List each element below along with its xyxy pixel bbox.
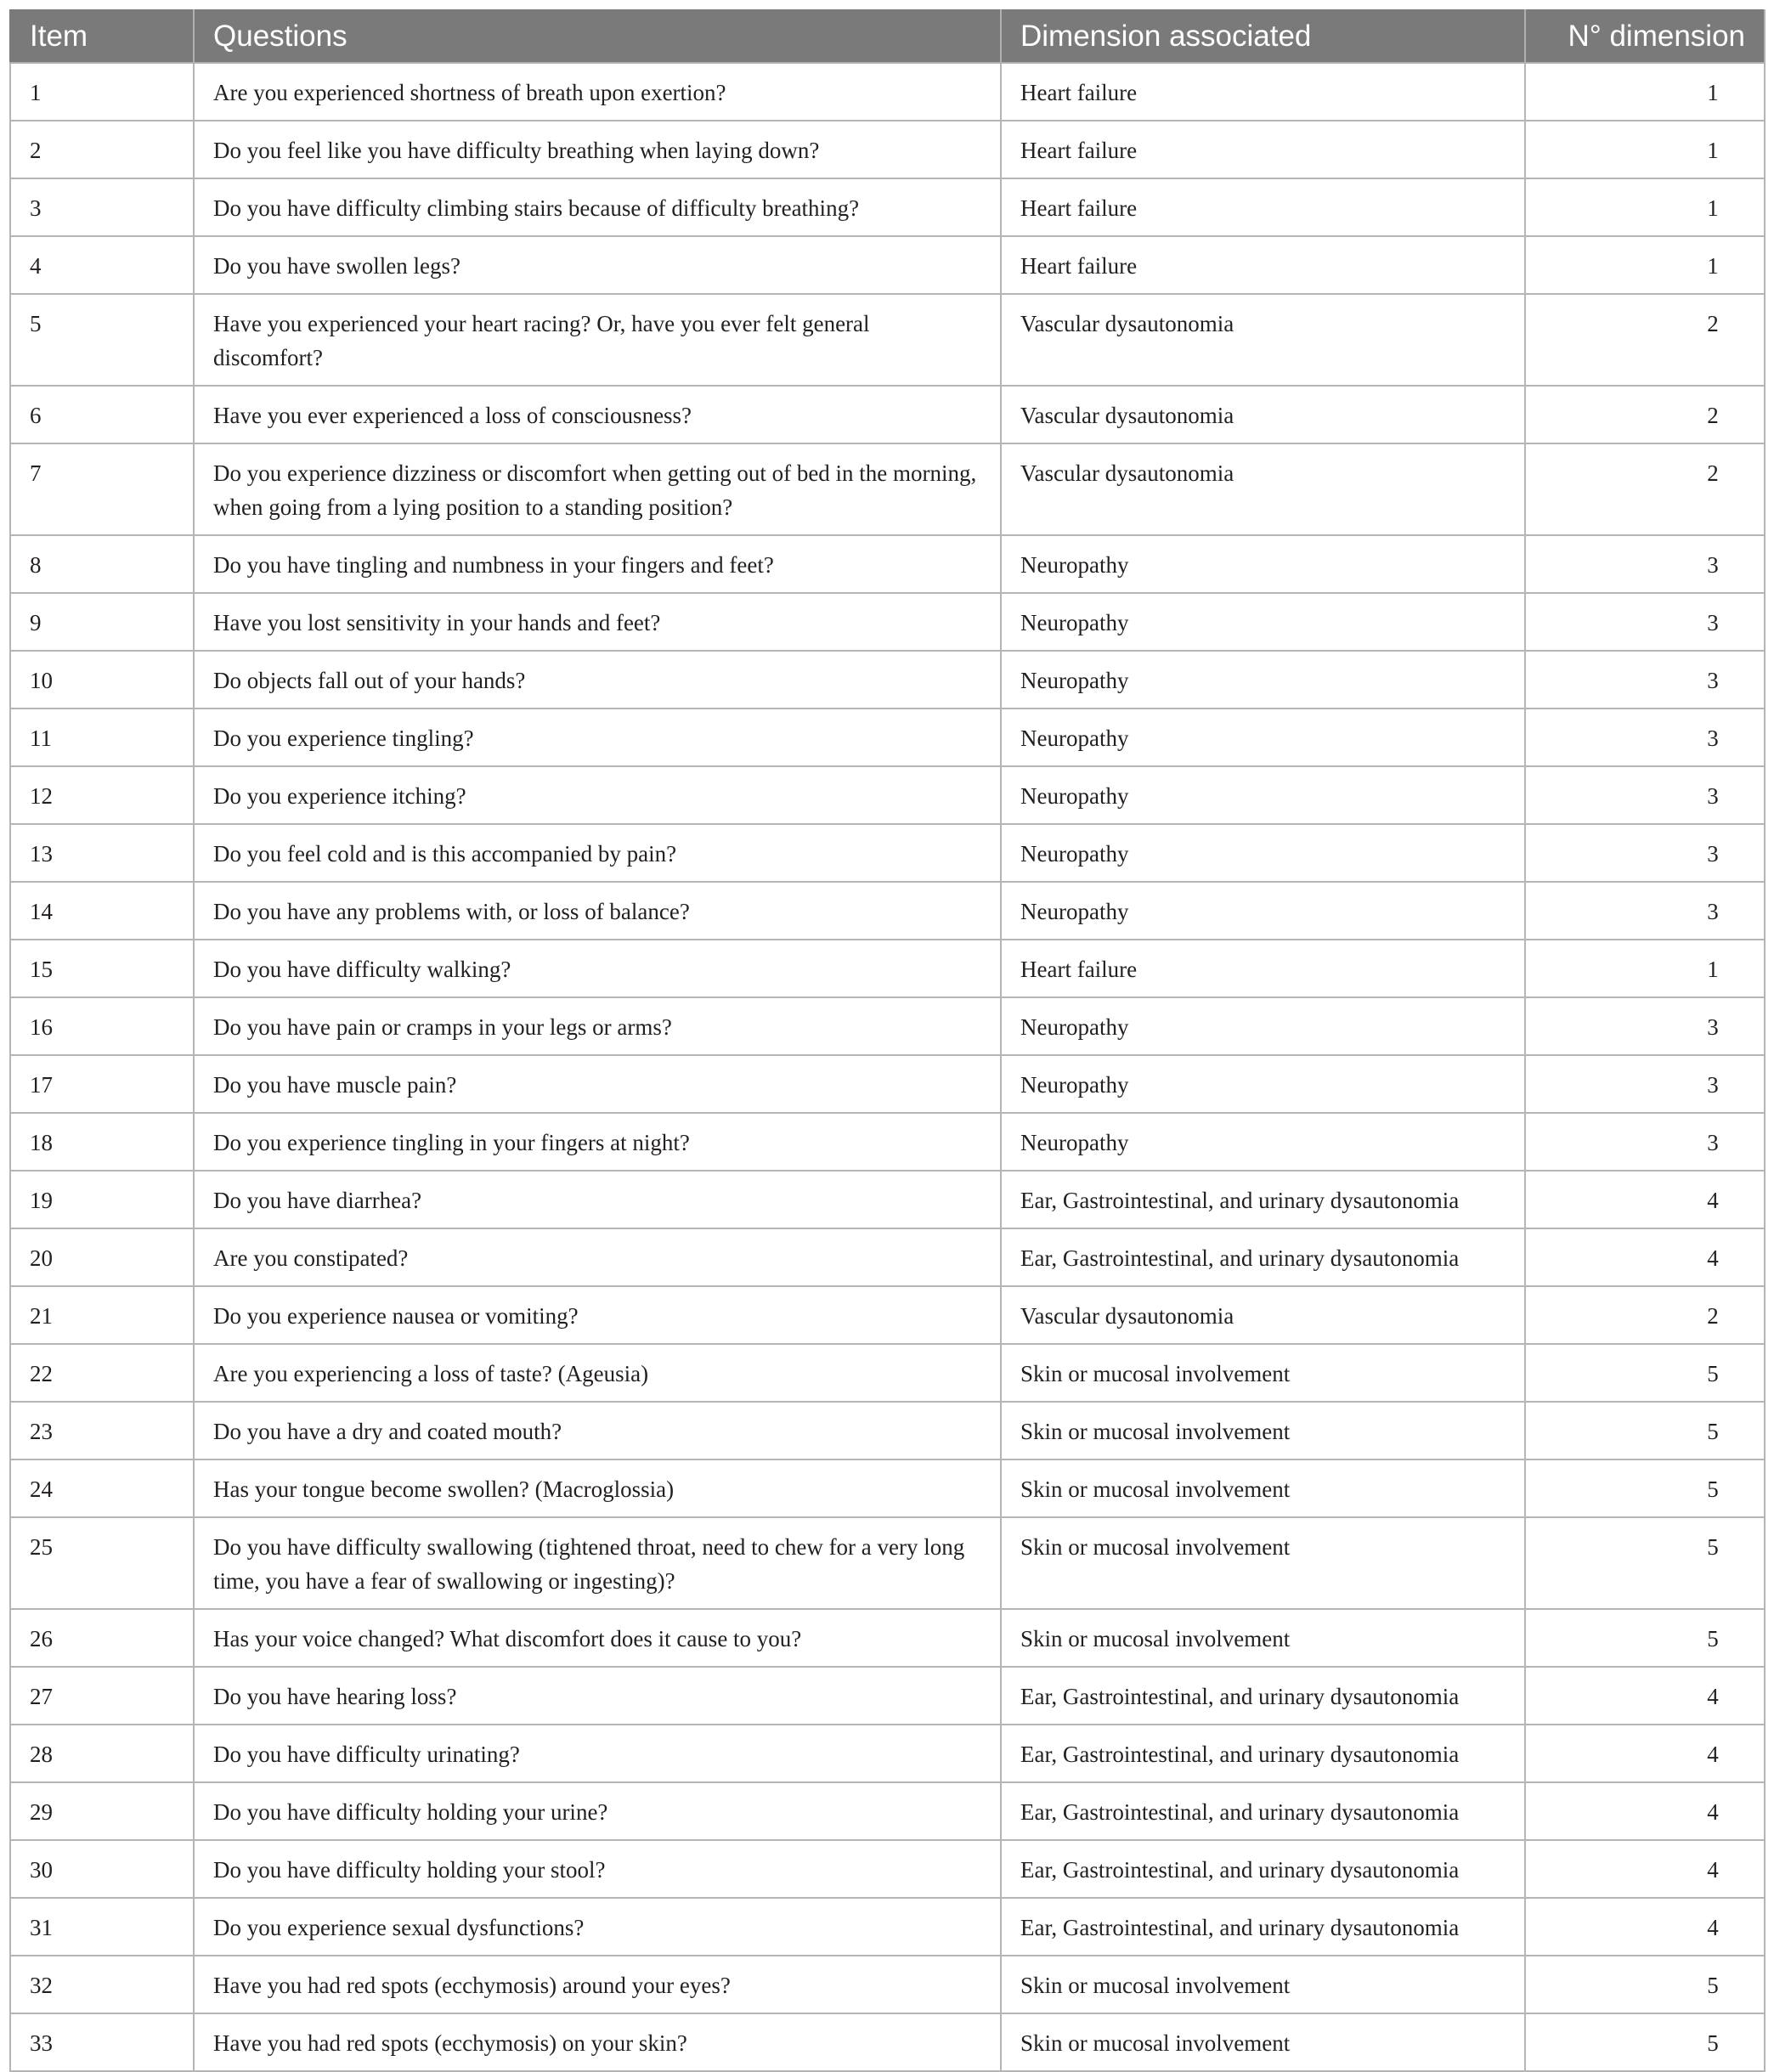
cell-dimension-number: 5 bbox=[1525, 2013, 1765, 2071]
cell-question: Do you experience sexual dysfunctions? bbox=[194, 1898, 1001, 1956]
cell-item: 11 bbox=[10, 709, 194, 766]
cell-question: Have you experienced your heart racing? Or, have you ever felt general discomfort? bbox=[194, 294, 1001, 386]
cell-question: Do you have difficulty holding your stool? bbox=[194, 1840, 1001, 1898]
cell-question: Do objects fall out of your hands? bbox=[194, 651, 1001, 709]
cell-item: 16 bbox=[10, 997, 194, 1055]
cell-item: 3 bbox=[10, 178, 194, 236]
cell-question: Have you had red spots (ecchymosis) around your eyes? bbox=[194, 1956, 1001, 2013]
cell-dimension-number: 3 bbox=[1525, 997, 1765, 1055]
table-row bbox=[10, 1113, 1765, 1171]
cell-question: Do you have difficulty walking? bbox=[194, 940, 1001, 997]
cell-dimension: Neuropathy bbox=[1001, 535, 1525, 593]
cell-dimension-number: 5 bbox=[1525, 1344, 1765, 1402]
cell-dimension-number: 2 bbox=[1525, 1286, 1765, 1344]
cell-item: 12 bbox=[10, 766, 194, 824]
cell-item: 13 bbox=[10, 824, 194, 882]
table-row bbox=[10, 386, 1765, 443]
table-row bbox=[10, 1725, 1765, 1782]
cell-dimension: Skin or mucosal involvement bbox=[1001, 1459, 1525, 1517]
header-questions: Questions bbox=[194, 10, 1001, 63]
cell-dimension-number: 5 bbox=[1525, 1956, 1765, 2013]
cell-question: Do you have swollen legs? bbox=[194, 236, 1001, 294]
table-row bbox=[10, 651, 1765, 709]
cell-dimension: Vascular dysautonomia bbox=[1001, 1286, 1525, 1344]
cell-item: 21 bbox=[10, 1286, 194, 1344]
cell-question: Are you constipated? bbox=[194, 1228, 1001, 1286]
cell-question: Has your voice changed? What discomfort does it cause to you? bbox=[194, 1609, 1001, 1667]
table-row bbox=[10, 1286, 1765, 1344]
table-row bbox=[10, 1228, 1765, 1286]
cell-question: Do you have difficulty holding your urine? bbox=[194, 1782, 1001, 1840]
table-row bbox=[10, 1898, 1765, 1956]
cell-question: Do you feel like you have difficulty breathing when laying down? bbox=[194, 121, 1001, 178]
cell-item: 18 bbox=[10, 1113, 194, 1171]
cell-item: 4 bbox=[10, 236, 194, 294]
cell-question: Do you experience tingling in your fingers at night? bbox=[194, 1113, 1001, 1171]
cell-dimension: Skin or mucosal involvement bbox=[1001, 2013, 1525, 2071]
cell-dimension-number: 4 bbox=[1525, 1840, 1765, 1898]
cell-dimension: Neuropathy bbox=[1001, 1055, 1525, 1113]
cell-dimension-number: 4 bbox=[1525, 1667, 1765, 1725]
cell-dimension: Skin or mucosal involvement bbox=[1001, 1956, 1525, 2013]
table-body bbox=[10, 63, 1765, 2071]
cell-item: 14 bbox=[10, 882, 194, 940]
cell-dimension-number: 4 bbox=[1525, 1228, 1765, 1286]
cell-item: 1 bbox=[10, 63, 194, 121]
cell-dimension: Neuropathy bbox=[1001, 824, 1525, 882]
cell-dimension: Ear, Gastrointestinal, and urinary dysautonomia bbox=[1001, 1228, 1525, 1286]
cell-dimension: Neuropathy bbox=[1001, 709, 1525, 766]
table-row bbox=[10, 2013, 1765, 2071]
cell-dimension: Heart failure bbox=[1001, 121, 1525, 178]
cell-dimension: Neuropathy bbox=[1001, 766, 1525, 824]
cell-question: Do you experience tingling? bbox=[194, 709, 1001, 766]
cell-dimension: Neuropathy bbox=[1001, 1113, 1525, 1171]
cell-dimension-number: 2 bbox=[1525, 294, 1765, 386]
cell-dimension-number: 3 bbox=[1525, 882, 1765, 940]
cell-question: Do you have difficulty urinating? bbox=[194, 1725, 1001, 1782]
cell-item: 24 bbox=[10, 1459, 194, 1517]
cell-question: Are you experiencing a loss of taste? (Ageusia) bbox=[194, 1344, 1001, 1402]
cell-item: 23 bbox=[10, 1402, 194, 1459]
table-row bbox=[10, 766, 1765, 824]
table-row bbox=[10, 1517, 1765, 1609]
cell-dimension-number: 3 bbox=[1525, 1055, 1765, 1113]
cell-item: 31 bbox=[10, 1898, 194, 1956]
table-row bbox=[10, 1782, 1765, 1840]
table-row bbox=[10, 709, 1765, 766]
cell-item: 15 bbox=[10, 940, 194, 997]
cell-question: Do you have diarrhea? bbox=[194, 1171, 1001, 1228]
cell-dimension-number: 1 bbox=[1525, 63, 1765, 121]
cell-dimension-number: 1 bbox=[1525, 121, 1765, 178]
cell-item: 6 bbox=[10, 386, 194, 443]
cell-question: Do you have a dry and coated mouth? bbox=[194, 1402, 1001, 1459]
cell-dimension: Vascular dysautonomia bbox=[1001, 443, 1525, 535]
table-row bbox=[10, 1055, 1765, 1113]
header-row bbox=[10, 10, 1765, 63]
cell-question: Do you experience nausea or vomiting? bbox=[194, 1286, 1001, 1344]
cell-dimension-number: 4 bbox=[1525, 1725, 1765, 1782]
table-row bbox=[10, 1459, 1765, 1517]
cell-question: Has your tongue become swollen? (Macroglossia) bbox=[194, 1459, 1001, 1517]
cell-item: 29 bbox=[10, 1782, 194, 1840]
cell-item: 28 bbox=[10, 1725, 194, 1782]
table-row bbox=[10, 1840, 1765, 1898]
cell-dimension: Heart failure bbox=[1001, 178, 1525, 236]
cell-question: Do you have muscle pain? bbox=[194, 1055, 1001, 1113]
cell-dimension: Skin or mucosal involvement bbox=[1001, 1517, 1525, 1609]
cell-question: Have you lost sensitivity in your hands and feet? bbox=[194, 593, 1001, 651]
table-row bbox=[10, 940, 1765, 997]
table-row bbox=[10, 121, 1765, 178]
cell-dimension-number: 3 bbox=[1525, 824, 1765, 882]
cell-item: 25 bbox=[10, 1517, 194, 1609]
cell-dimension: Neuropathy bbox=[1001, 882, 1525, 940]
table-row bbox=[10, 535, 1765, 593]
cell-dimension: Heart failure bbox=[1001, 63, 1525, 121]
cell-question: Do you have any problems with, or loss of balance? bbox=[194, 882, 1001, 940]
cell-dimension-number: 2 bbox=[1525, 386, 1765, 443]
cell-question: Do you have pain or cramps in your legs or arms? bbox=[194, 997, 1001, 1055]
cell-dimension-number: 1 bbox=[1525, 236, 1765, 294]
cell-item: 19 bbox=[10, 1171, 194, 1228]
cell-item: 17 bbox=[10, 1055, 194, 1113]
table-row bbox=[10, 1402, 1765, 1459]
table-row bbox=[10, 178, 1765, 236]
questionnaire-table bbox=[9, 9, 1766, 2072]
cell-question: Do you have tingling and numbness in your fingers and feet? bbox=[194, 535, 1001, 593]
cell-dimension-number: 4 bbox=[1525, 1171, 1765, 1228]
cell-dimension: Heart failure bbox=[1001, 940, 1525, 997]
cell-item: 10 bbox=[10, 651, 194, 709]
header-item: Item bbox=[10, 10, 194, 63]
cell-dimension: Heart failure bbox=[1001, 236, 1525, 294]
table-row bbox=[10, 236, 1765, 294]
cell-dimension: Neuropathy bbox=[1001, 997, 1525, 1055]
cell-item: 2 bbox=[10, 121, 194, 178]
cell-dimension: Ear, Gastrointestinal, and urinary dysautonomia bbox=[1001, 1725, 1525, 1782]
table-row bbox=[10, 824, 1765, 882]
cell-dimension-number: 5 bbox=[1525, 1609, 1765, 1667]
cell-dimension: Neuropathy bbox=[1001, 651, 1525, 709]
header-dimension-associated: Dimension associated bbox=[1001, 10, 1525, 63]
table-header bbox=[10, 10, 1765, 63]
cell-item: 5 bbox=[10, 294, 194, 386]
cell-question: Have you had red spots (ecchymosis) on your skin? bbox=[194, 2013, 1001, 2071]
cell-dimension: Skin or mucosal involvement bbox=[1001, 1609, 1525, 1667]
cell-dimension-number: 2 bbox=[1525, 443, 1765, 535]
table-row bbox=[10, 1344, 1765, 1402]
cell-question: Do you feel cold and is this accompanied by pain? bbox=[194, 824, 1001, 882]
table-row bbox=[10, 294, 1765, 386]
cell-item: 33 bbox=[10, 2013, 194, 2071]
cell-dimension: Vascular dysautonomia bbox=[1001, 386, 1525, 443]
cell-dimension-number: 5 bbox=[1525, 1459, 1765, 1517]
cell-dimension: Vascular dysautonomia bbox=[1001, 294, 1525, 386]
cell-dimension: Ear, Gastrointestinal, and urinary dysautonomia bbox=[1001, 1171, 1525, 1228]
table-row bbox=[10, 1956, 1765, 2013]
header-dimension-number: N° dimension bbox=[1525, 10, 1765, 63]
cell-item: 32 bbox=[10, 1956, 194, 2013]
cell-item: 22 bbox=[10, 1344, 194, 1402]
cell-dimension-number: 5 bbox=[1525, 1402, 1765, 1459]
cell-dimension: Neuropathy bbox=[1001, 593, 1525, 651]
cell-dimension-number: 3 bbox=[1525, 593, 1765, 651]
cell-question: Do you experience itching? bbox=[194, 766, 1001, 824]
cell-dimension-number: 3 bbox=[1525, 709, 1765, 766]
cell-dimension-number: 3 bbox=[1525, 766, 1765, 824]
table-row bbox=[10, 997, 1765, 1055]
cell-question: Have you ever experienced a loss of consciousness? bbox=[194, 386, 1001, 443]
cell-dimension: Ear, Gastrointestinal, and urinary dysautonomia bbox=[1001, 1840, 1525, 1898]
cell-question: Do you have difficulty climbing stairs because of difficulty breathing? bbox=[194, 178, 1001, 236]
cell-dimension-number: 1 bbox=[1525, 178, 1765, 236]
cell-item: 9 bbox=[10, 593, 194, 651]
cell-item: 26 bbox=[10, 1609, 194, 1667]
cell-question: Do you have difficulty swallowing (tightened throat, need to chew for a very long time, you have a fear of swallowing or ingesting)? bbox=[194, 1517, 1001, 1609]
cell-dimension-number: 4 bbox=[1525, 1782, 1765, 1840]
cell-question: Do you experience dizziness or discomfort when getting out of bed in the morning, when going from a lying position to a standing position? bbox=[194, 443, 1001, 535]
table-row bbox=[10, 1171, 1765, 1228]
cell-dimension: Ear, Gastrointestinal, and urinary dysautonomia bbox=[1001, 1667, 1525, 1725]
cell-item: 20 bbox=[10, 1228, 194, 1286]
table-row bbox=[10, 882, 1765, 940]
cell-dimension: Ear, Gastrointestinal, and urinary dysautonomia bbox=[1001, 1782, 1525, 1840]
cell-dimension-number: 3 bbox=[1525, 535, 1765, 593]
questionnaire-table-container bbox=[9, 9, 1764, 2072]
cell-dimension-number: 3 bbox=[1525, 651, 1765, 709]
cell-item: 8 bbox=[10, 535, 194, 593]
table-row bbox=[10, 1609, 1765, 1667]
table-row bbox=[10, 593, 1765, 651]
cell-dimension-number: 1 bbox=[1525, 940, 1765, 997]
table-row bbox=[10, 443, 1765, 535]
cell-question: Do you have hearing loss? bbox=[194, 1667, 1001, 1725]
cell-dimension: Ear, Gastrointestinal, and urinary dysautonomia bbox=[1001, 1898, 1525, 1956]
cell-dimension: Skin or mucosal involvement bbox=[1001, 1402, 1525, 1459]
cell-item: 27 bbox=[10, 1667, 194, 1725]
table-row bbox=[10, 63, 1765, 121]
cell-item: 7 bbox=[10, 443, 194, 535]
cell-question: Are you experienced shortness of breath upon exertion? bbox=[194, 63, 1001, 121]
cell-item: 30 bbox=[10, 1840, 194, 1898]
cell-dimension-number: 4 bbox=[1525, 1898, 1765, 1956]
cell-dimension-number: 3 bbox=[1525, 1113, 1765, 1171]
cell-dimension: Skin or mucosal involvement bbox=[1001, 1344, 1525, 1402]
table-row bbox=[10, 1667, 1765, 1725]
cell-dimension-number: 5 bbox=[1525, 1517, 1765, 1609]
